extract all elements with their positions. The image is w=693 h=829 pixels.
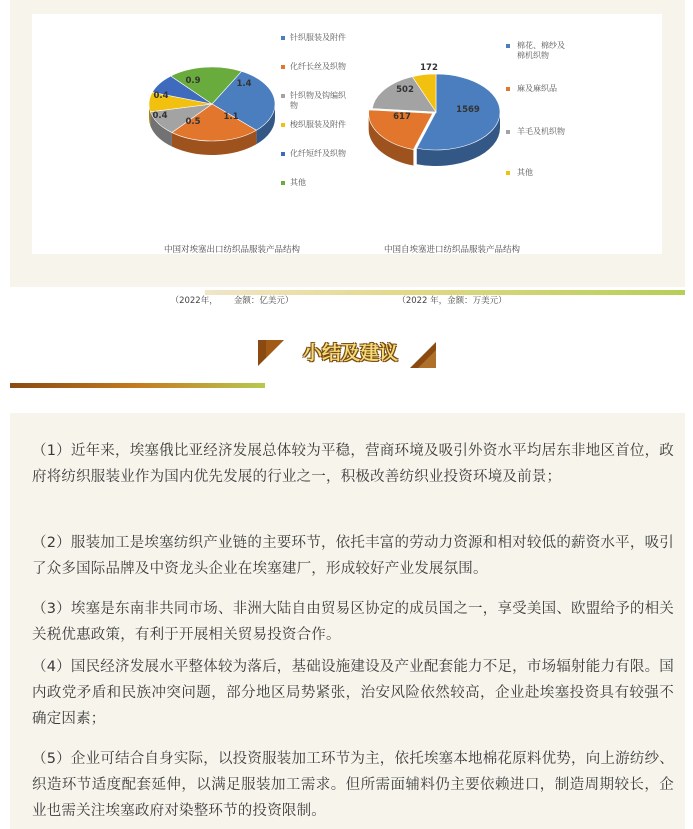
legend-marker bbox=[281, 36, 285, 40]
legend-marker bbox=[281, 94, 285, 98]
pie-value-label: 172 bbox=[420, 63, 438, 73]
chart1-caption-line2: （2022年， 金额：亿美元） bbox=[170, 296, 294, 306]
paragraph-2: （2）服装加工是埃塞纺织产业链的主要环节，依托丰富的劳动力资源和相对较低的薪资水平，吸引了众多国际品牌及中资龙头企业在埃塞建厂，形成较好产业发展氛围。 bbox=[32, 535, 674, 577]
triangle-right-icon bbox=[410, 342, 436, 368]
legend1-item-3: 梭织服装及附件 bbox=[290, 120, 346, 129]
title-underline bbox=[10, 383, 265, 388]
decorative-stripe bbox=[205, 290, 685, 295]
chart-card bbox=[32, 14, 662, 306]
legend-marker bbox=[506, 87, 510, 91]
pie-value-label: 1.1 bbox=[223, 112, 239, 122]
chart2-caption-line2: （2022 年，金额：万美元） bbox=[397, 296, 507, 306]
legend2-item-3: 其他 bbox=[517, 168, 533, 177]
legend2-item-0: 棉花、棉纱及 棉机织物 bbox=[517, 41, 565, 60]
legend-marker bbox=[281, 152, 285, 156]
chart-panel bbox=[10, 0, 685, 306]
chart1-caption bbox=[157, 208, 307, 344]
pie-chart-1 bbox=[149, 67, 275, 155]
section-title: 小结及建议 bbox=[302, 342, 398, 364]
pie-charts bbox=[32, 14, 662, 254]
triangle-left-icon bbox=[258, 340, 284, 366]
pie-value-label: 617 bbox=[393, 112, 411, 122]
chart2-caption bbox=[372, 208, 532, 344]
legend-marker bbox=[506, 44, 510, 48]
legend-marker bbox=[281, 65, 285, 69]
legend1-item-2: 针织物及钩编织 物 bbox=[290, 91, 346, 110]
pie-value-label: 502 bbox=[396, 85, 414, 95]
legend1-item-0: 针织服装及附件 bbox=[290, 33, 346, 42]
legend1-item-1: 化纤长丝及织物 bbox=[290, 62, 346, 71]
text-panel bbox=[10, 413, 685, 829]
pie-value-label: 0.9 bbox=[185, 76, 201, 86]
chart2-caption-line1: 中国自埃塞进口纺织品服装产品结构 bbox=[383, 245, 520, 255]
paragraph-4: （4）国民经济发展水平整体较为落后，基础设施建设及产业配套能力不足，市场辐射能力有限。国内政党矛盾和民族冲突问题，部分地区局势紧张，治安风险依然较高，企业赴埃塞投资具有较强不确定因素； bbox=[32, 659, 674, 727]
pie-value-label: 1.4 bbox=[236, 79, 252, 89]
paragraph-1: （1）近年来，埃塞俄比亚经济发展总体较为平稳，营商环境及吸引外资水平均居东非地区首位，政府将纺织服装业作为国内优先发展的行业之一，积极改善纺织业投资环境及前景； bbox=[32, 443, 674, 485]
legend-marker bbox=[506, 130, 510, 134]
chart1-caption-line1: 中国对埃塞出口纺织品服装产品结构 bbox=[163, 245, 300, 255]
legend2-item-1: 麻及麻织品 bbox=[517, 84, 557, 93]
pie-value-label: 0.4 bbox=[152, 111, 168, 121]
pie-chart-2 bbox=[369, 63, 500, 166]
legend-marker bbox=[506, 171, 510, 175]
legend-marker bbox=[281, 181, 285, 185]
legend1-item-4: 化纤短纤及织物 bbox=[290, 149, 346, 158]
pie-value-label: 0.4 bbox=[153, 91, 169, 101]
pie-value-label: 1569 bbox=[456, 105, 480, 115]
legend1-item-5: 其他 bbox=[290, 178, 306, 187]
pie-value-label: 0.5 bbox=[185, 117, 201, 127]
paragraph-5: （5）企业可结合自身实际，以投资服装加工环节为主，依托埃塞本地棉花原料优势，向上游纺纱、织造环节适度配套延伸，以满足服装加工需求。但所需面辅料仍主要依赖进口，制造周期较长，企业也需关注埃塞政府对染整环节的投资限制。 bbox=[32, 751, 674, 819]
legend2-item-2: 羊毛及机织物 bbox=[517, 127, 565, 136]
legend-marker bbox=[281, 123, 285, 127]
paragraph-3: （3）埃塞是东南非共同市场、非洲大陆自由贸易区协定的成员国之一，享受美国、欧盟给予的相关关税优惠政策，有利于开展相关贸易投资合作。 bbox=[32, 601, 674, 643]
